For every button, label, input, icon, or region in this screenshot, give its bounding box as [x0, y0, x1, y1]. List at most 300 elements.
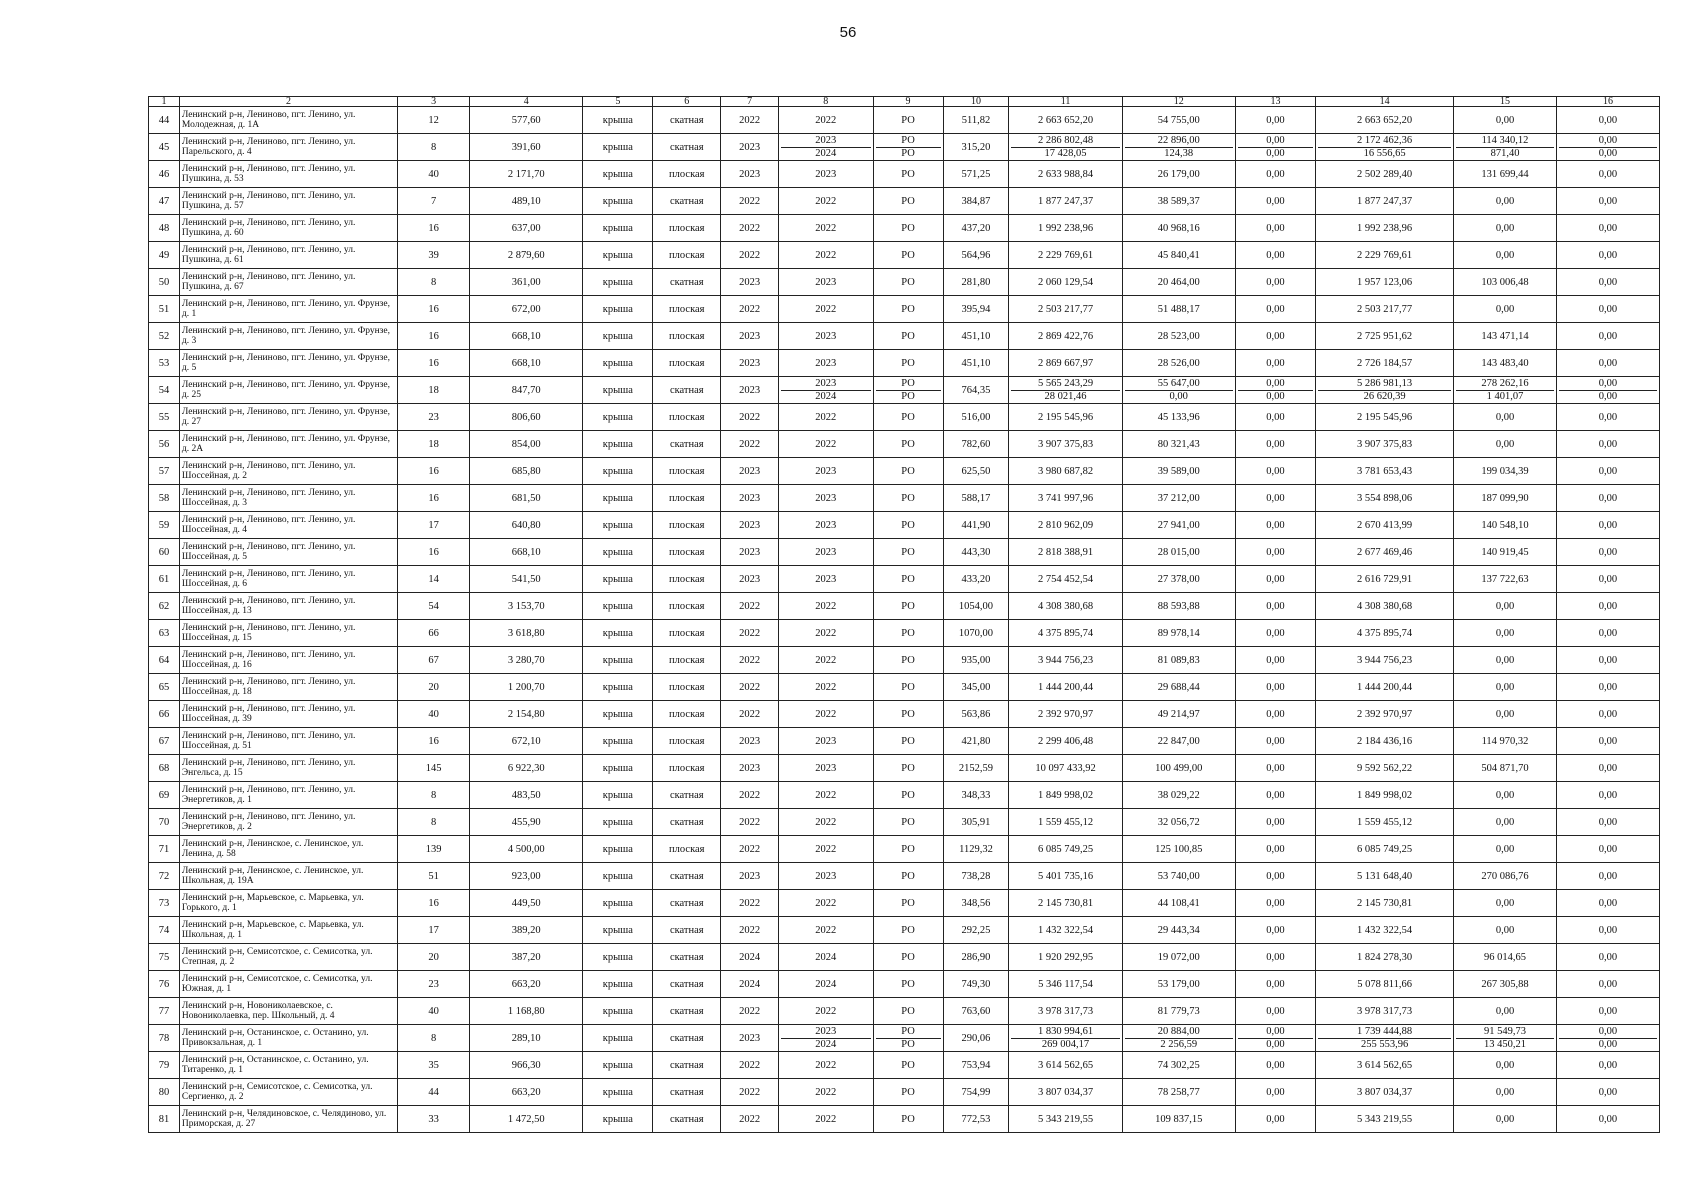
col5-cell: крыша: [583, 350, 653, 377]
c15-cell: [1454, 1025, 1557, 1052]
column-header-13: 13: [1235, 97, 1315, 107]
c15-cell: 0,00: [1454, 107, 1557, 134]
c15-cell: [1454, 377, 1557, 404]
row-number: 63: [149, 620, 180, 647]
row-number: 80: [149, 1079, 180, 1106]
col5-cell: крыша: [583, 863, 653, 890]
c12-cell: 78 258,77: [1122, 1079, 1235, 1106]
c8-subvalue: 2024: [781, 1038, 871, 1051]
col6-cell: плоская: [653, 458, 721, 485]
c8-cell: 2022: [778, 782, 873, 809]
column-header-10: 10: [943, 97, 1009, 107]
c15-cell: 504 871,70: [1454, 755, 1557, 782]
col7-cell: 2022: [721, 593, 779, 620]
c14-cell: 3 554 898,06: [1316, 485, 1454, 512]
col10-cell: 749,30: [943, 971, 1009, 998]
c14-cell: 3 781 653,43: [1316, 458, 1454, 485]
col3-cell: 18: [398, 377, 470, 404]
row-number: 72: [149, 863, 180, 890]
row-number: 73: [149, 890, 180, 917]
c15-cell: 143 483,40: [1454, 350, 1557, 377]
col5-cell: крыша: [583, 647, 653, 674]
c12-cell: 45 840,41: [1122, 242, 1235, 269]
col3-cell: 8: [398, 809, 470, 836]
c14-cell: 3 944 756,23: [1316, 647, 1454, 674]
col3-cell: 14: [398, 566, 470, 593]
c14-cell: 1 957 123,06: [1316, 269, 1454, 296]
c15-cell: 0,00: [1454, 593, 1557, 620]
address-cell: Ленинский р-н, Лениново, пгт. Ленино, ул. Фрунзе, д. 27: [179, 404, 397, 431]
table-row: [149, 161, 1660, 188]
c12-cell: 29 688,44: [1122, 674, 1235, 701]
c8-cell: 2023: [778, 485, 873, 512]
col10-cell: 516,00: [943, 404, 1009, 431]
c11-cell: 2 818 388,91: [1009, 539, 1122, 566]
c16-cell: 0,00: [1556, 269, 1659, 296]
c8-cell: 2022: [778, 296, 873, 323]
c15-cell: 0,00: [1454, 242, 1557, 269]
c14-subvalue: 1 739 444,88: [1357, 1025, 1413, 1037]
c13-cell: 0,00: [1235, 782, 1315, 809]
c14-cell: 3 614 562,65: [1316, 1052, 1454, 1079]
c12-cell: 27 941,00: [1122, 512, 1235, 539]
row-number: 48: [149, 215, 180, 242]
table-row: [149, 971, 1660, 998]
col3-cell: 17: [398, 512, 470, 539]
c11-cell: 1 849 998,02: [1009, 782, 1122, 809]
c13-cell: 0,00: [1235, 107, 1315, 134]
c9-cell: РО: [873, 674, 943, 701]
c13-cell: 0,00: [1235, 242, 1315, 269]
page-number: 56: [839, 24, 857, 41]
c11-cell: 2 503 217,77: [1009, 296, 1122, 323]
c9-cell: РО: [873, 782, 943, 809]
c15-cell: 0,00: [1454, 809, 1557, 836]
table-row: [149, 647, 1660, 674]
col6-cell: скатная: [653, 107, 721, 134]
address-cell: Ленинский р-н, Лениново, пгт. Ленино, ул. Фрунзе, д. 3: [179, 323, 397, 350]
col7-cell: 2022: [721, 647, 779, 674]
col10-cell: 782,60: [943, 431, 1009, 458]
col10-cell: 286,90: [943, 944, 1009, 971]
table-row: [149, 1079, 1660, 1106]
c9-cell: РО: [873, 350, 943, 377]
col5-cell: крыша: [583, 674, 653, 701]
c9-cell: РО: [873, 431, 943, 458]
address-cell: Ленинский р-н, Лениново, пгт. Ленино, ул. Фрунзе, д. 25: [179, 377, 397, 404]
col5-cell: крыша: [583, 539, 653, 566]
col4-cell: 289,10: [470, 1025, 583, 1052]
col10-cell: 588,17: [943, 485, 1009, 512]
c11-cell: 3 741 997,96: [1009, 485, 1122, 512]
col10-cell: 625,50: [943, 458, 1009, 485]
col5-cell: крыша: [583, 188, 653, 215]
c13-cell: 0,00: [1235, 512, 1315, 539]
c11-cell: 2 229 769,61: [1009, 242, 1122, 269]
col6-cell: плоская: [653, 404, 721, 431]
col3-cell: 67: [398, 647, 470, 674]
table-row: [149, 674, 1660, 701]
c16-cell: 0,00: [1556, 728, 1659, 755]
column-header-9: 9: [873, 97, 943, 107]
row-number: 65: [149, 674, 180, 701]
c15-cell: 0,00: [1454, 782, 1557, 809]
c11-cell: 2 869 422,76: [1009, 323, 1122, 350]
row-number: 74: [149, 917, 180, 944]
col3-cell: 8: [398, 1025, 470, 1052]
address-cell: Ленинский р-н, Лениново, пгт. Ленино, ул. Шоссейная, д. 39: [179, 701, 397, 728]
c16-cell: 0,00: [1556, 107, 1659, 134]
c12-cell: 20 464,00: [1122, 269, 1235, 296]
c14-cell: 2 392 970,97: [1316, 701, 1454, 728]
col6-cell: плоская: [653, 512, 721, 539]
col7-cell: 2022: [721, 917, 779, 944]
col10-cell: 395,94: [943, 296, 1009, 323]
row-number: 69: [149, 782, 180, 809]
col3-cell: 16: [398, 890, 470, 917]
c15-cell: 0,00: [1454, 1052, 1557, 1079]
c9-cell: РО: [873, 944, 943, 971]
c9-cell: РО: [873, 1079, 943, 1106]
c16-cell: 0,00: [1556, 593, 1659, 620]
c8-subvalue: 2024: [781, 147, 871, 160]
c11-cell: 2 060 129,54: [1009, 269, 1122, 296]
c14-cell: 1 432 322,54: [1316, 917, 1454, 944]
col4-cell: 966,30: [470, 1052, 583, 1079]
c16-cell: 0,00: [1556, 971, 1659, 998]
col7-cell: 2023: [721, 728, 779, 755]
col7-cell: 2022: [721, 782, 779, 809]
c16-subvalue: 0,00: [1598, 1025, 1618, 1037]
col3-cell: 8: [398, 269, 470, 296]
c12-cell: 81 779,73: [1122, 998, 1235, 1025]
col6-cell: скатная: [653, 1079, 721, 1106]
row-number: 61: [149, 566, 180, 593]
col4-cell: 854,00: [470, 431, 583, 458]
col10-cell: 441,90: [943, 512, 1009, 539]
row-number: 55: [149, 404, 180, 431]
col5-cell: крыша: [583, 593, 653, 620]
col4-cell: 2 171,70: [470, 161, 583, 188]
c15-cell: 0,00: [1454, 917, 1557, 944]
col4-cell: 389,20: [470, 917, 583, 944]
row-number: 62: [149, 593, 180, 620]
col5-cell: крыша: [583, 998, 653, 1025]
c11-cell: 2 810 962,09: [1009, 512, 1122, 539]
row-number: 53: [149, 350, 180, 377]
table-row: [149, 782, 1660, 809]
column-header-1: 1: [149, 97, 180, 107]
c12-cell: 27 378,00: [1122, 566, 1235, 593]
col3-cell: 8: [398, 782, 470, 809]
c16-cell: 0,00: [1556, 809, 1659, 836]
c13-cell: 0,00: [1235, 944, 1315, 971]
c13-subvalue: 0,00: [1266, 377, 1285, 389]
column-header-15: 15: [1454, 97, 1557, 107]
c8-cell: 2022: [778, 242, 873, 269]
c9-cell: РО: [873, 755, 943, 782]
c13-cell: 0,00: [1235, 809, 1315, 836]
row-number: 57: [149, 458, 180, 485]
column-header-14: 14: [1316, 97, 1454, 107]
column-header-4: 4: [470, 97, 583, 107]
c13-cell: 0,00: [1235, 404, 1315, 431]
c11-cell: 1 920 292,95: [1009, 944, 1122, 971]
column-header-5: 5: [583, 97, 653, 107]
address-cell: Ленинский р-н, Лениново, пгт. Ленино, ул. Пушкина, д. 61: [179, 242, 397, 269]
c12-cell: 28 526,00: [1122, 350, 1235, 377]
col4-cell: 455,90: [470, 809, 583, 836]
c13-subvalue: 0,00: [1238, 147, 1313, 160]
col10-cell: 437,20: [943, 215, 1009, 242]
col5-cell: крыша: [583, 1025, 653, 1052]
table-row: [149, 458, 1660, 485]
register-table: [148, 96, 1660, 1133]
c13-cell: 0,00: [1235, 998, 1315, 1025]
col4-cell: 668,10: [470, 539, 583, 566]
table-row: [149, 323, 1660, 350]
table-row: [149, 1106, 1660, 1133]
c9-cell: РО: [873, 269, 943, 296]
c12-cell: 22 847,00: [1122, 728, 1235, 755]
col10-cell: 764,35: [943, 377, 1009, 404]
c13-cell: 0,00: [1235, 323, 1315, 350]
c11-subvalue: 269 004,17: [1011, 1038, 1119, 1051]
col5-cell: крыша: [583, 458, 653, 485]
c8-cell: [778, 1025, 873, 1052]
c16-cell: 0,00: [1556, 863, 1659, 890]
column-header-8: 8: [778, 97, 873, 107]
address-cell: Ленинский р-н, Ленинское, с. Ленинское, ул. Школьная, д. 19А: [179, 863, 397, 890]
col10-cell: 511,82: [943, 107, 1009, 134]
col7-cell: 2022: [721, 1052, 779, 1079]
row-number: 49: [149, 242, 180, 269]
col7-cell: 2024: [721, 971, 779, 998]
c8-cell: 2022: [778, 107, 873, 134]
col10-cell: 2152,59: [943, 755, 1009, 782]
row-number: 45: [149, 134, 180, 161]
c14-cell: 1 992 238,96: [1316, 215, 1454, 242]
col4-cell: 3 618,80: [470, 620, 583, 647]
c9-cell: РО: [873, 863, 943, 890]
row-number: 46: [149, 161, 180, 188]
address-cell: Ленинский р-н, Лениново, пгт. Ленино, ул. Шоссейная, д. 3: [179, 485, 397, 512]
col7-cell: 2024: [721, 944, 779, 971]
c8-cell: 2022: [778, 1079, 873, 1106]
c16-cell: [1556, 377, 1659, 404]
col4-cell: 806,60: [470, 404, 583, 431]
c13-cell: 0,00: [1235, 674, 1315, 701]
c14-cell: 2 145 730,81: [1316, 890, 1454, 917]
c13-cell: 0,00: [1235, 566, 1315, 593]
col5-cell: крыша: [583, 728, 653, 755]
c15-cell: 0,00: [1454, 998, 1557, 1025]
column-header-3: 3: [398, 97, 470, 107]
address-cell: Ленинский р-н, Лениново, пгт. Ленино, ул. Энергетиков, д. 1: [179, 782, 397, 809]
col3-cell: 7: [398, 188, 470, 215]
c8-cell: 2023: [778, 755, 873, 782]
col10-cell: 281,80: [943, 269, 1009, 296]
col3-cell: 51: [398, 863, 470, 890]
table-row: [149, 269, 1660, 296]
col5-cell: крыша: [583, 890, 653, 917]
c15-cell: 114 970,32: [1454, 728, 1557, 755]
c16-cell: 0,00: [1556, 188, 1659, 215]
table-row: [149, 944, 1660, 971]
c15-cell: 0,00: [1454, 431, 1557, 458]
col6-cell: скатная: [653, 917, 721, 944]
col10-cell: 290,06: [943, 1025, 1009, 1052]
col6-cell: плоская: [653, 350, 721, 377]
row-number: 54: [149, 377, 180, 404]
col5-cell: крыша: [583, 107, 653, 134]
c12-subvalue: 20 884,00: [1157, 1025, 1200, 1037]
col7-cell: 2023: [721, 512, 779, 539]
col4-cell: 2 154,80: [470, 701, 583, 728]
c12-subvalue: 55 647,00: [1157, 377, 1200, 389]
c12-cell: 109 837,15: [1122, 1106, 1235, 1133]
c16-cell: 0,00: [1556, 431, 1659, 458]
row-number: 76: [149, 971, 180, 998]
col3-cell: 12: [398, 107, 470, 134]
c15-cell: 0,00: [1454, 215, 1557, 242]
col7-cell: 2022: [721, 620, 779, 647]
row-number: 52: [149, 323, 180, 350]
c15-cell: 199 034,39: [1454, 458, 1557, 485]
c16-cell: 0,00: [1556, 998, 1659, 1025]
row-number: 56: [149, 431, 180, 458]
table-row: [149, 809, 1660, 836]
c8-cell: 2022: [778, 593, 873, 620]
c11-cell: 1 559 455,12: [1009, 809, 1122, 836]
c9-subvalue: РО: [901, 134, 915, 146]
c9-cell: РО: [873, 1106, 943, 1133]
col10-cell: 571,25: [943, 161, 1009, 188]
col4-cell: 663,20: [470, 971, 583, 998]
col10-cell: 292,25: [943, 917, 1009, 944]
c12-cell: [1122, 377, 1235, 404]
col5-cell: крыша: [583, 134, 653, 161]
row-number: 44: [149, 107, 180, 134]
c8-cell: 2023: [778, 269, 873, 296]
c14-cell: 4 308 380,68: [1316, 593, 1454, 620]
col7-cell: 2022: [721, 998, 779, 1025]
address-cell: Ленинский р-н, Лениново, пгт. Ленино, ул. Пушкина, д. 53: [179, 161, 397, 188]
col10-cell: 1129,32: [943, 836, 1009, 863]
col10-cell: 738,28: [943, 863, 1009, 890]
col7-cell: 2023: [721, 350, 779, 377]
c15-subvalue: 278 262,16: [1481, 377, 1529, 389]
c12-cell: 40 968,16: [1122, 215, 1235, 242]
c16-subvalue: 0,00: [1559, 1038, 1657, 1051]
c15-cell: 0,00: [1454, 701, 1557, 728]
c12-cell: 53 740,00: [1122, 863, 1235, 890]
col6-cell: скатная: [653, 134, 721, 161]
c11-cell: 2 869 667,97: [1009, 350, 1122, 377]
col4-cell: 391,60: [470, 134, 583, 161]
col3-cell: 40: [398, 998, 470, 1025]
col7-cell: 2023: [721, 134, 779, 161]
c14-cell: 2 677 469,46: [1316, 539, 1454, 566]
c16-cell: 0,00: [1556, 323, 1659, 350]
c14-cell: 4 375 895,74: [1316, 620, 1454, 647]
address-cell: Ленинский р-н, Лениново, пгт. Ленино, ул. Шоссейная, д. 4: [179, 512, 397, 539]
col5-cell: крыша: [583, 323, 653, 350]
table-row: [149, 1025, 1660, 1052]
c11-cell: 1 877 247,37: [1009, 188, 1122, 215]
c13-cell: [1235, 377, 1315, 404]
c13-cell: 0,00: [1235, 188, 1315, 215]
c13-cell: 0,00: [1235, 458, 1315, 485]
c14-cell: 3 907 375,83: [1316, 431, 1454, 458]
c15-subvalue: 91 549,73: [1484, 1025, 1526, 1037]
c11-cell: 4 308 380,68: [1009, 593, 1122, 620]
address-cell: Ленинский р-н, Лениново, пгт. Ленино, ул. Шоссейная, д. 5: [179, 539, 397, 566]
c8-cell: 2023: [778, 728, 873, 755]
c8-cell: 2023: [778, 566, 873, 593]
col3-cell: 44: [398, 1079, 470, 1106]
col3-cell: 145: [398, 755, 470, 782]
c14-cell: 5 343 219,55: [1316, 1106, 1454, 1133]
col5-cell: крыша: [583, 1079, 653, 1106]
col4-cell: 1 168,80: [470, 998, 583, 1025]
address-cell: Ленинский р-н, Лениново, пгт. Ленино, ул. Фрунзе, д. 5: [179, 350, 397, 377]
column-header-7: 7: [721, 97, 779, 107]
c16-cell: 0,00: [1556, 917, 1659, 944]
c8-cell: 2022: [778, 917, 873, 944]
c9-cell: РО: [873, 161, 943, 188]
table-row: [149, 836, 1660, 863]
col10-cell: 384,87: [943, 188, 1009, 215]
table-row: [149, 593, 1660, 620]
col6-cell: плоская: [653, 161, 721, 188]
table-row: [149, 539, 1660, 566]
col6-cell: плоская: [653, 755, 721, 782]
address-cell: Ленинский р-н, Лениново, пгт. Ленино, ул. Энгельса, д. 15: [179, 755, 397, 782]
c11-cell: 3 614 562,65: [1009, 1052, 1122, 1079]
c12-cell: 38 589,37: [1122, 188, 1235, 215]
col5-cell: крыша: [583, 782, 653, 809]
address-cell: Ленинский р-н, Лениново, пгт. Ленино, ул. Шоссейная, д. 2: [179, 458, 397, 485]
col10-cell: 315,20: [943, 134, 1009, 161]
c12-cell: 80 321,43: [1122, 431, 1235, 458]
c8-cell: 2022: [778, 890, 873, 917]
address-cell: Ленинский р-н, Семисотское, с. Семисотка, ул. Южная, д. 1: [179, 971, 397, 998]
c16-cell: 0,00: [1556, 566, 1659, 593]
address-cell: Ленинский р-н, Лениново, пгт. Ленино, ул. Парельского, д. 4: [179, 134, 397, 161]
c15-cell: 0,00: [1454, 188, 1557, 215]
c11-subvalue: 5 565 243,29: [1037, 377, 1094, 389]
col4-cell: 4 500,00: [470, 836, 583, 863]
col4-cell: 387,20: [470, 944, 583, 971]
col3-cell: 40: [398, 701, 470, 728]
address-cell: Ленинский р-н, Останинское, с. Останино, ул. Титаренко, д. 1: [179, 1052, 397, 1079]
table-row: [149, 728, 1660, 755]
col7-cell: 2022: [721, 431, 779, 458]
c11-cell: [1009, 134, 1122, 161]
col5-cell: крыша: [583, 566, 653, 593]
table-row: [149, 917, 1660, 944]
col4-cell: 483,50: [470, 782, 583, 809]
c9-cell: [873, 134, 943, 161]
col3-cell: 16: [398, 458, 470, 485]
table-row: [149, 188, 1660, 215]
c13-cell: 0,00: [1235, 296, 1315, 323]
c12-subvalue: 22 896,00: [1157, 134, 1200, 146]
col4-cell: 640,80: [470, 512, 583, 539]
c14-cell: 2 502 289,40: [1316, 161, 1454, 188]
column-header-2: 2: [179, 97, 397, 107]
